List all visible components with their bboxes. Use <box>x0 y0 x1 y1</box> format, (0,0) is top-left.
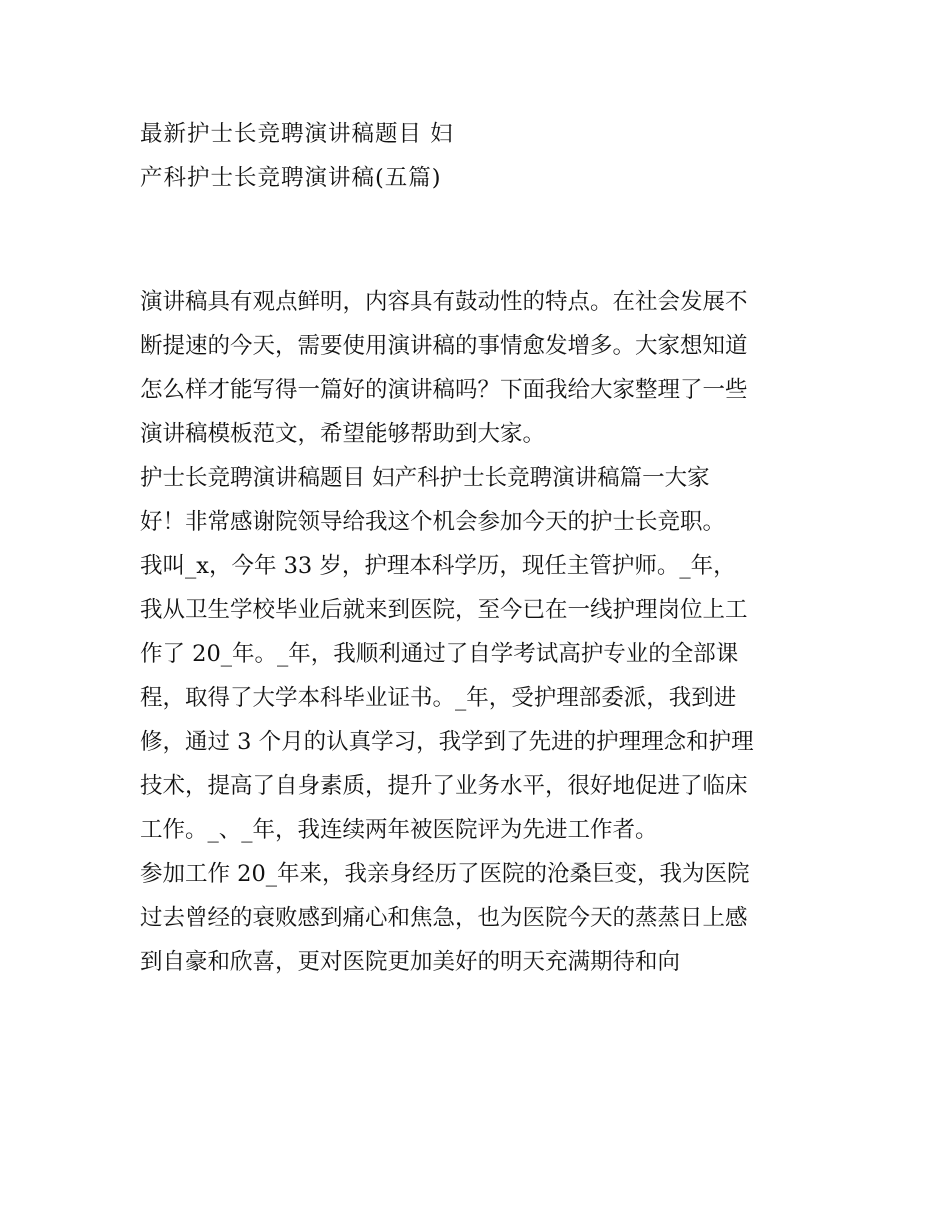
title-line: 产科护士长竞聘演讲稿(五篇) <box>140 165 442 191</box>
text-line: 到自豪和欣喜，更对医院更加美好的明天充满期待和向 <box>140 949 681 975</box>
intro-paragraph <box>140 280 830 456</box>
text-line: 作了 20_年。_年，我顺利通过了自学考试高护专业的全部课 <box>140 641 739 667</box>
text-line: 好！非常感谢院领导给我这个机会参加今天的护士长竞职。 <box>140 509 726 535</box>
text-line: 断提速的今天，需要使用演讲稿的事情愈发增多。大家想知道 <box>140 333 748 359</box>
text-line: 演讲稿具有观点鲜明，内容具有鼓动性的特点。在社会发展不 <box>140 289 748 315</box>
text-line: 护士长竞聘演讲稿题目 妇产科护士长竞聘演讲稿篇一大家 <box>140 465 710 491</box>
text-line: 参加工作 20_年来，我亲身经历了医院的沧桑巨变，我为医院 <box>140 861 750 887</box>
document-body <box>140 280 830 984</box>
text-line: 我叫_x，今年 33 岁，护理本科学历，现任主管护师。_年， <box>140 553 736 579</box>
text-line: 工作。_、_年，我连续两年被医院评为先进工作者。 <box>140 817 658 843</box>
text-line: 程，取得了大学本科毕业证书。_年，受护理部委派，我到进 <box>140 685 737 711</box>
text-line: 技术，提高了自身素质，提升了业务水平，很好地促进了临床 <box>140 773 748 799</box>
text-line: 演讲稿模板范文，希望能够帮助到大家。 <box>140 421 546 447</box>
text-line: 怎么样才能写得一篇好的演讲稿吗？下面我给大家整理了一些 <box>140 377 748 403</box>
speech-paragraph-2 <box>140 852 830 984</box>
text-line: 修，通过 3 个月的认真学习，我学到了先进的护理理念和护理 <box>140 729 754 755</box>
text-line: 过去曾经的衰败感到痛心和焦急，也为医院今天的蒸蒸日上感 <box>140 905 748 931</box>
text-line: 我从卫生学校毕业后就来到医院，至今已在一线护理岗位上工 <box>140 597 748 623</box>
speech-paragraph-1 <box>140 456 830 852</box>
title-line: 最新护士长竞聘演讲稿题目 妇 <box>140 121 454 147</box>
document-title <box>140 112 820 200</box>
